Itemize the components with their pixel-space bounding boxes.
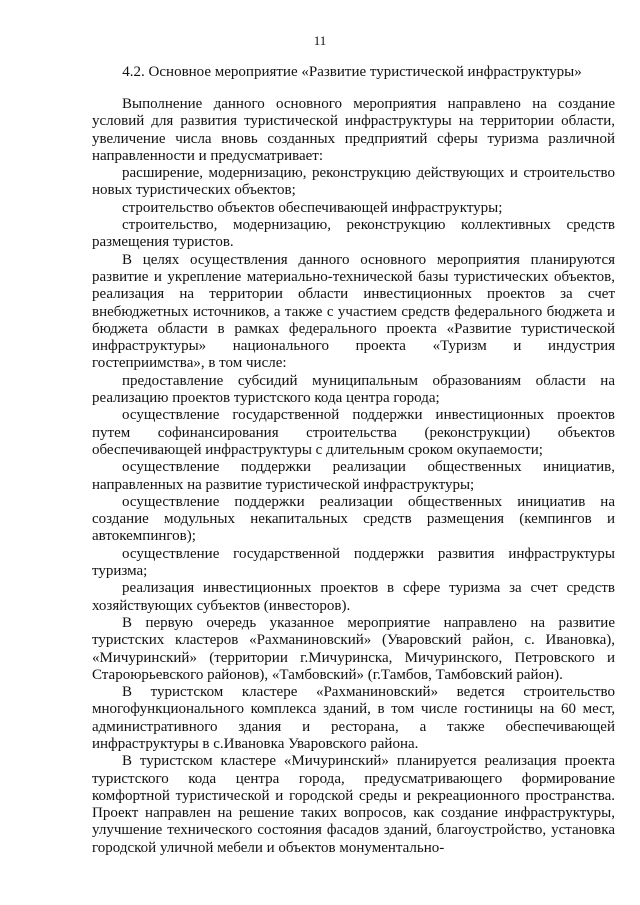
section-heading: 4.2. Основное мероприятие «Развитие туристической инфраструктуры» — [122, 64, 582, 80]
paragraph: осуществление государственной поддержки инвестиционных проектов путем софинансирования строительства (реконструкции) объектов обеспечивающей инфраструктуры с длительным сроком окупаемости; — [92, 407, 615, 458]
paragraph: Выполнение данного основного мероприятия направлено на создание условий для развития туристической инфраструктуры на территории области, увеличение числа вновь созданных предприятий сферы туризма различной направленности и предусматривает: — [92, 96, 615, 164]
paragraph: расширение, модернизацию, реконструкцию действующих и строительство новых туристических объектов; — [92, 165, 615, 199]
paragraph: В первую очередь указанное мероприятие направлено на развитие туристских кластеров «Рахманиновский» (Уваровский район, с. Ивановка), «Мичуринский» (территории г.Мичуринска, Мичуринского, Петровского и Староюрьевского районов), «Тамбовский» (г.Тамбов, Тамбовский район). — [92, 614, 615, 683]
paragraph: осуществление поддержки реализации общественных инициатив, направленных на развитие туристической инфраструктуры; — [92, 459, 615, 493]
paragraph: В туристском кластере «Мичуринский» планируется реализация проекта туристского кода центра города, предусматривающего формирование комфортной туристической и городской среды и рекреационного пространства. Проект направлен на решение таких вопросов, как создание инфраструктуры, улучшение технического состояния фасадов зданий, благоустройство, установка городской уличной мебели и объектов монументально- — [92, 753, 615, 856]
page-number: 11 — [313, 33, 327, 48]
paragraph: осуществление поддержки реализации общественных инициатив на создание модульных некапитальных средств размещения (кемпингов и автокемпингов); — [92, 493, 615, 545]
paragraph: строительство объектов обеспечивающей инфраструктуры; — [122, 199, 503, 216]
paragraph: реализация инвестиционных проектов в сфере туризма за счет средств хозяйствующих субъектов (инвесторов). — [92, 580, 615, 614]
document-body — [92, 96, 615, 857]
paragraph: предоставление субсидий муниципальным образованиям области на реализацию проектов туристского кода центра города; — [92, 372, 615, 407]
paragraph: В целях осуществления данного основного мероприятия планируются развитие и укрепление материально-технической базы туристических объектов, реализация на территории области инвестиционных проектов за счет внебюджетных источников, а также с участием средств федерального бюджета и бюджета области в рамках федерального проекта «Развитие туристической инфраструктуры» национального проекта «Туризм и индустрия гостеприимства», в том числе: — [92, 251, 615, 372]
paragraph: осуществление государственной поддержки развития инфраструктуры туризма; — [92, 545, 615, 580]
paragraph: строительство, модернизацию, реконструкцию коллективных средств размещения туристов. — [92, 217, 615, 251]
paragraph: В туристском кластере «Рахманиновский» ведется строительство многофункционального комплекса зданий, в том числе гостиницы на 60 мест, административного здания и ресторана, а также обеспечивающей инфраструктуры в с.Ивановка Уваровского района. — [92, 684, 615, 752]
